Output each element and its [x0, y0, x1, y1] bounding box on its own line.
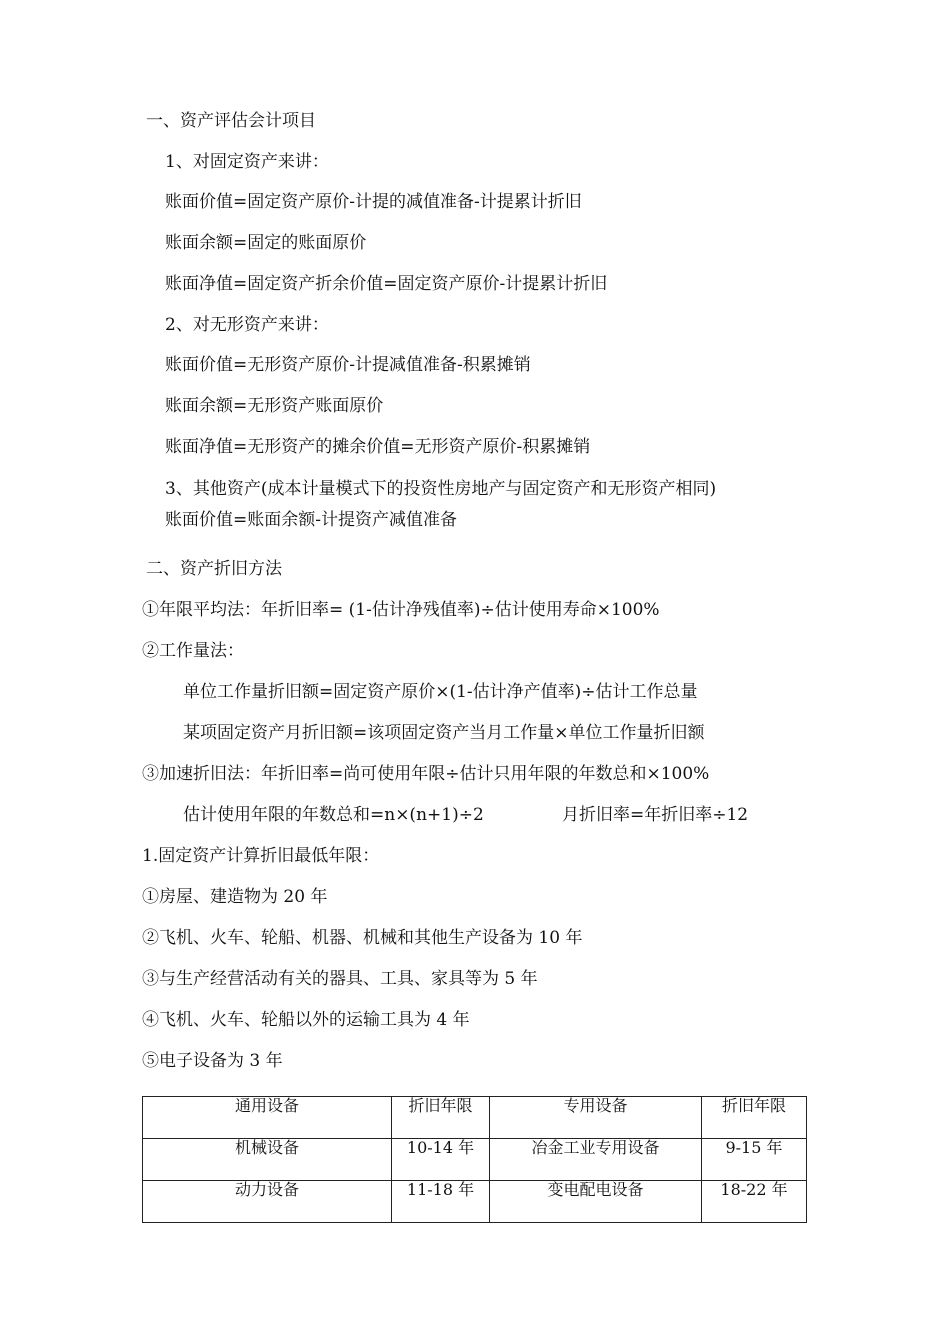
table-header-row — [143, 1097, 807, 1139]
accelerated-formula-sum: 估计使用年限的年数总和=n×(n+1)÷2 — [183, 805, 484, 825]
depreciation-table — [142, 1096, 807, 1223]
method-accelerated: ③加速折旧法：年折旧率=尚可使用年限÷估计只用年限的年数总和×100% — [142, 764, 710, 784]
fixed-assets-line-2: 账面余额=固定的账面原价 — [165, 233, 367, 253]
min-years-item-3: ③与生产经营活动有关的器具、工具、家具等为 5 年 — [142, 969, 538, 989]
intangible-assets-title: 2、对无形资产来讲： — [165, 315, 329, 335]
header-special-equipment: 专用设备 — [490, 1097, 702, 1139]
table-cell: 变电配电设备 — [490, 1181, 702, 1223]
table-cell: 机械设备 — [143, 1139, 392, 1181]
fixed-assets-line-1: 账面价值=固定资产原价-计提的减值准备-计提累计折旧 — [165, 192, 582, 212]
header-general-equipment: 通用设备 — [143, 1097, 392, 1139]
table-cell: 冶金工业专用设备 — [490, 1139, 702, 1181]
min-years-title: 1.固定资产计算折旧最低年限： — [142, 846, 380, 866]
accelerated-formula-monthly: 月折旧率=年折旧率÷12 — [562, 805, 749, 825]
method-straight-line: ①年限平均法：年折旧率= (1-估计净残值率)÷估计使用寿命×100% — [142, 600, 660, 620]
header-depreciation-years-2: 折旧年限 — [702, 1097, 807, 1139]
table-cell: 10-14 年 — [392, 1139, 490, 1181]
other-assets-title: 3、其他资产(成本计量模式下的投资性房地产与固定资产和无形资产相同) — [165, 479, 717, 499]
section2-heading: 二、资产折旧方法 — [146, 559, 282, 579]
min-years-item-1: ①房屋、建造物为 20 年 — [142, 887, 328, 907]
table-cell: 18-22 年 — [702, 1181, 807, 1223]
header-depreciation-years: 折旧年限 — [392, 1097, 490, 1139]
intangible-assets-line-1: 账面价值=无形资产原价-计提减值准备-积累摊销 — [165, 355, 531, 375]
fixed-assets-line-3: 账面净值=固定资产折余价值=固定资产原价-计提累计折旧 — [165, 274, 608, 294]
table-cell: 9-15 年 — [702, 1139, 807, 1181]
table-cell: 动力设备 — [143, 1181, 392, 1223]
table-row — [143, 1181, 807, 1223]
units-formula-1: 单位工作量折旧额=固定资产原价×(1-估计净产值率)÷估计工作总量 — [183, 682, 698, 702]
units-formula-2: 某项固定资产月折旧额=该项固定资产当月工作量×单位工作量折旧额 — [183, 723, 705, 743]
section1-heading: 一、资产评估会计项目 — [146, 111, 316, 131]
fixed-assets-title: 1、对固定资产来讲： — [165, 152, 329, 172]
table-cell: 11-18 年 — [392, 1181, 490, 1223]
min-years-item-5: ⑤电子设备为 3 年 — [142, 1051, 283, 1071]
method-units-of-production: ②工作量法： — [142, 641, 244, 661]
other-assets-line: 账面价值=账面余额-计提资产减值准备 — [165, 510, 457, 530]
intangible-assets-line-2: 账面余额=无形资产账面原价 — [165, 396, 384, 416]
min-years-item-4: ④飞机、火车、轮船以外的运输工具为 4 年 — [142, 1010, 470, 1030]
min-years-item-2: ②飞机、火车、轮船、机器、机械和其他生产设备为 10 年 — [142, 928, 583, 948]
intangible-assets-line-3: 账面净值=无形资产的摊余价值=无形资产原价-积累摊销 — [165, 437, 591, 457]
table-row — [143, 1139, 807, 1181]
